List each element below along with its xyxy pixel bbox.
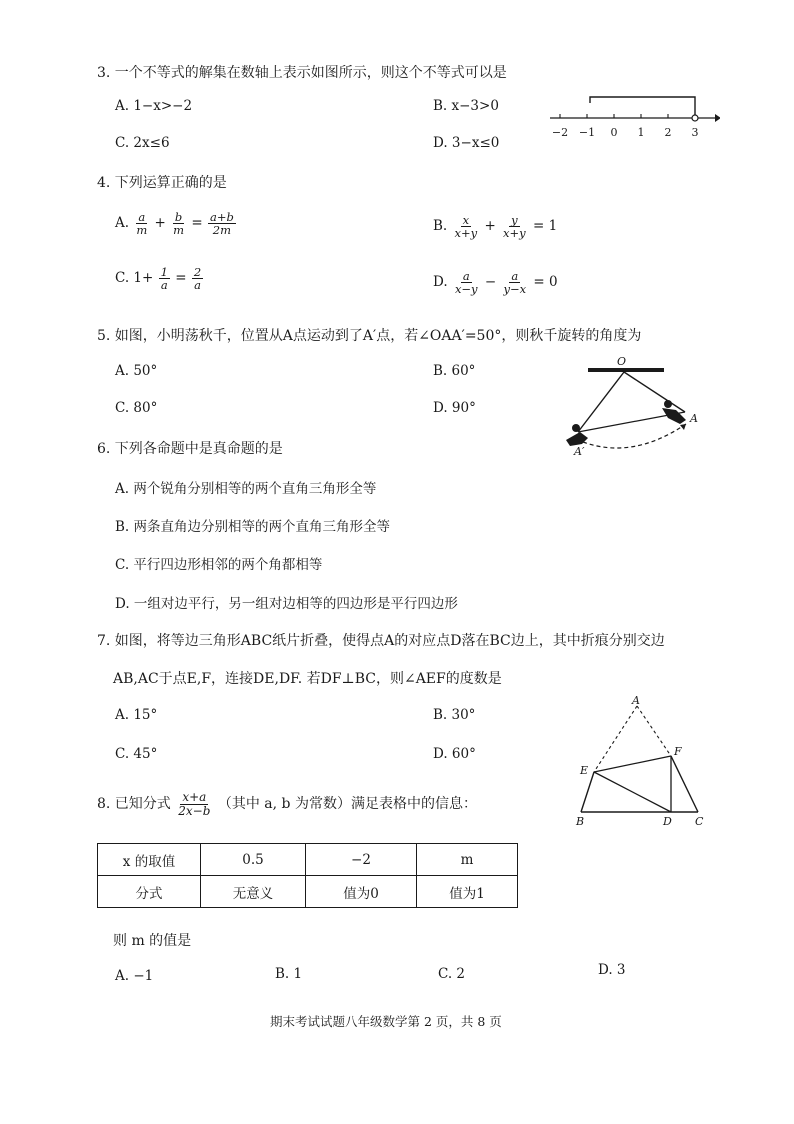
q3-option-d: D. 3−x≤0 [433, 135, 500, 151]
q7-stem-line1: 7. 如图，将等边三角形ABC纸片折叠，使得点A的对应点D落在BC边上，其中折痕分别交边 [97, 633, 665, 649]
info-table [97, 843, 518, 908]
table-row [98, 844, 518, 876]
q4-option-c: C. 1+ $\frac{1}{a}$ = $\frac{2}{a}$ [115, 265, 202, 293]
q5-stem: 5. 如图，小明荡秋千，位置从A点运动到了A′点，若∠OAA′=50°，则秋千旋转的角度为 [97, 328, 642, 344]
table-row [98, 876, 518, 908]
q5-option-d: D. 90° [433, 400, 476, 416]
side-eb [581, 772, 594, 812]
label-d: D [663, 815, 672, 828]
q5-option-c: C. 80° [115, 400, 158, 416]
tick-label: −1 [578, 126, 596, 139]
label-e: E [580, 764, 589, 777]
number-line-figure [545, 88, 720, 146]
q4-option-d: D. $\frac{a}{x-y}$ − $\frac{a}{y-x}$ = 0 [433, 269, 558, 297]
q4-stem: 4. 下列运算正确的是 [97, 175, 227, 191]
number-line-arrow [715, 114, 720, 122]
q8-option-a: A. −1 [115, 968, 154, 984]
q8-option-c: C. 2 [438, 966, 466, 982]
label-a-prime: A′ [574, 445, 585, 458]
tick-label: 3 [691, 126, 699, 139]
label-c: C [695, 815, 704, 828]
tick-label: −2 [551, 126, 569, 139]
q5-option-a: A. 50° [115, 363, 158, 379]
q5-option-b: B. 60° [433, 363, 476, 379]
label-o: O [617, 355, 627, 368]
q8-option-d: D. 3 [598, 962, 626, 978]
q4-option-a: A. $\frac{a}{m}$ + $\frac{b}{m}$ = $\frac{a+b}{2m}$ [115, 210, 234, 238]
dashed-af [637, 706, 671, 756]
dashed-ae [594, 706, 637, 772]
label-a: A [690, 412, 698, 425]
tick-label: 2 [664, 126, 672, 139]
q6-option-b: B. 两条直角边分别相等的两个直角三角形全等 [115, 519, 391, 535]
q3-option-b: B. x−3>0 [433, 98, 499, 114]
table-cell: 值为0 [306, 876, 417, 908]
table-cell: m [417, 844, 518, 876]
arc-arrow [680, 424, 686, 430]
q8-after: 则 m 的值是 [113, 933, 192, 949]
triangle-figure [568, 694, 718, 830]
label-b: B [576, 815, 585, 828]
solution-set-bracket [590, 97, 695, 115]
segment-de [594, 772, 671, 812]
swing-figure [558, 352, 708, 460]
swing-bar [588, 368, 664, 372]
label-f: F [674, 745, 682, 758]
label-a: A [632, 694, 640, 707]
table-cell: 无意义 [201, 876, 306, 908]
tick-label: 0 [610, 126, 618, 139]
page-footer: 期末考试试题八年级数学第 2 页，共 8 页 [270, 1014, 502, 1029]
table-cell: x 的取值 [98, 844, 201, 876]
q7-option-d: D. 60° [433, 746, 476, 762]
side-fc [671, 756, 698, 812]
rope-oa [624, 372, 685, 412]
rope-oa-prime [578, 372, 624, 432]
q3-stem: 3. 一个不等式的解集在数轴上表示如图所示，则这个不等式可以是 [97, 65, 507, 81]
q7-option-c: C. 45° [115, 746, 158, 762]
q7-stem-line2: AB,AC于点E,F，连接DE,DF. 若DF⊥BC，则∠AEF的度数是 [113, 671, 502, 687]
fold-ef [594, 756, 671, 772]
q3-option-c: C. 2x≤6 [115, 135, 170, 151]
table-cell: 值为1 [417, 876, 518, 908]
q3-option-a: A. 1−x>−2 [115, 98, 193, 114]
table-cell: −2 [306, 844, 417, 876]
q7-option-b: B. 30° [433, 707, 476, 723]
q6-stem: 6. 下列各命题中是真命题的是 [97, 441, 283, 457]
tick-label: 1 [637, 126, 645, 139]
q6-option-a: A. 两个锐角分别相等的两个直角三角形全等 [115, 481, 377, 497]
table-cell: 0.5 [201, 844, 306, 876]
open-circle-point [692, 115, 698, 121]
q4-option-b: B. $\frac{x}{x+y}$ + $\frac{y}{x+y}$ = 1 [433, 213, 558, 241]
q6-option-d: D. 一组对边平行，另一组对边相等的四边形是平行四边形 [115, 596, 458, 612]
q7-option-a: A. 15° [115, 707, 158, 723]
q6-option-c: C. 平行四边形相邻的两个角都相等 [115, 557, 323, 573]
table-cell: 分式 [98, 876, 201, 908]
q8-stem: 8. 已知分式 $\frac{x+a}{2x-b}$ （其中 a, b 为常数）满足表格中的信息： [97, 790, 477, 818]
q8-option-b: B. 1 [275, 966, 303, 982]
